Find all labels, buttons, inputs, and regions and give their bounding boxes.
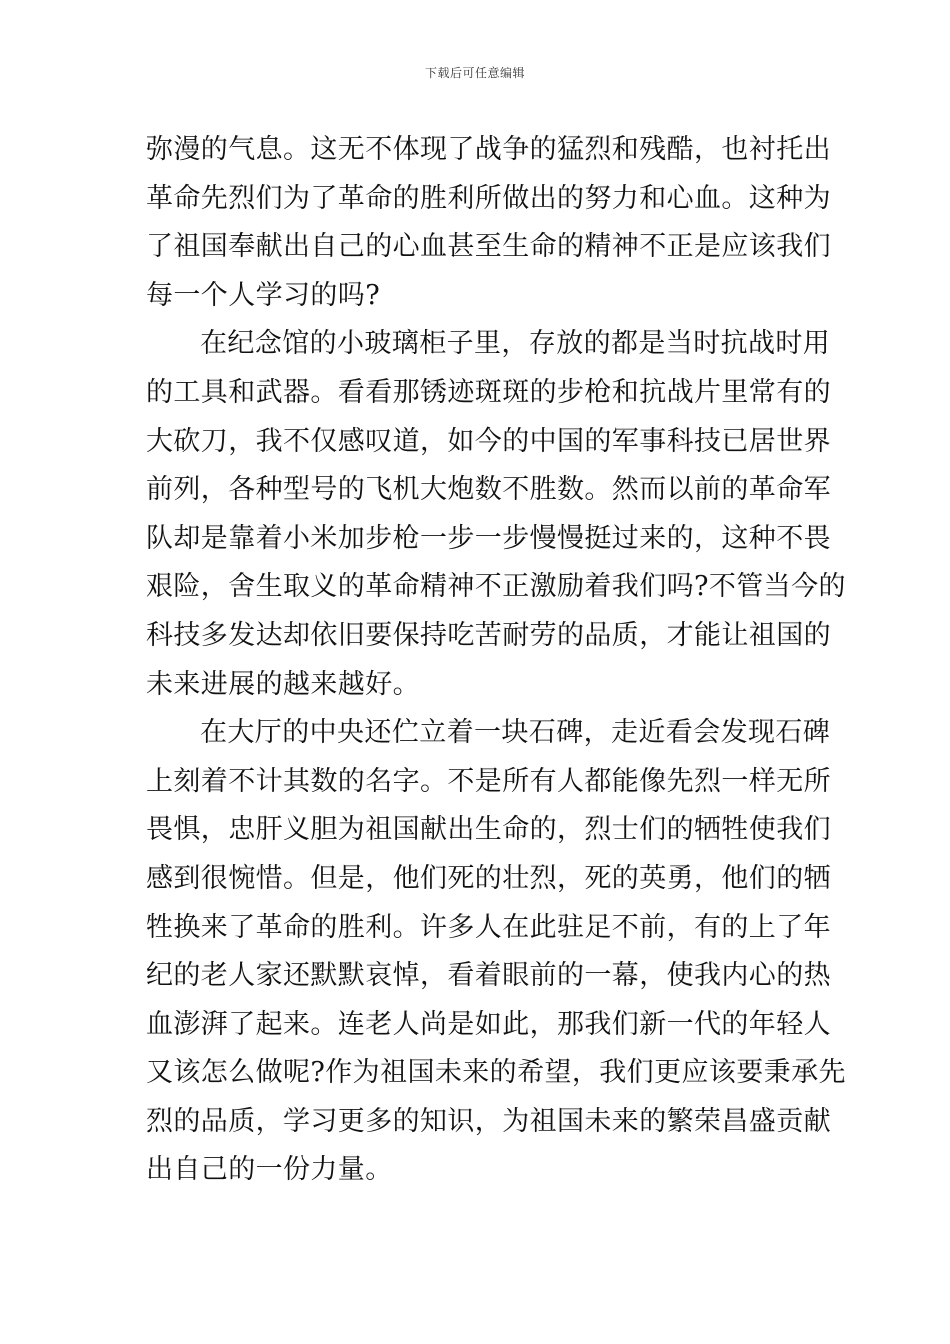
text-line: 队却是靠着小米加步枪一步一步慢慢挺过来的，这种不畏 — [146, 522, 831, 554]
text-line: 纪的老人家还默默哀悼，看着眼前的一幕，使我内心的热 — [146, 960, 831, 992]
text-line: 了祖国奉献出自己的心血甚至生命的精神不正是应该我们 — [146, 231, 831, 263]
text-line: 科技多发达却依旧要保持吃苦耐劳的品质，才能让祖国的 — [146, 619, 831, 651]
text-line: 弥漫的气息。这无不体现了战争的猛烈和残酷，也衬托出 — [146, 134, 831, 165]
text-line: 上刻着不计其数的名字。不是所有人都能像先烈一样无所 — [146, 765, 831, 797]
document-body — [146, 126, 846, 1195]
text-line: 未来进展的越来越好。 — [146, 668, 420, 700]
text-line: 又该怎么做呢?作为祖国未来的希望，我们更应该要秉承先 — [146, 1057, 846, 1089]
text-line: 在纪念馆的小玻璃柜子里，存放的都是当时抗战时用 — [200, 328, 831, 360]
text-line: 血澎湃了起来。连老人尚是如此，那我们新一代的年轻人 — [146, 1008, 831, 1040]
paragraph-3 — [146, 709, 846, 1195]
text-line: 革命先烈们为了革命的胜利所做出的努力和心血。这种为 — [146, 182, 831, 214]
page-header: 下载后可任意编辑 — [424, 66, 525, 80]
text-line: 大砍刀，我不仅感叹道，如今的中国的军事科技已居世界 — [146, 425, 831, 457]
text-line: 每一个人学习的吗? — [146, 279, 381, 311]
paragraph-2 — [146, 320, 846, 709]
text-line: 感到很惋惜。但是，他们死的壮烈，死的英勇，他们的牺 — [146, 862, 831, 894]
text-line: 牲换来了革命的胜利。许多人在此驻足不前，有的上了年 — [146, 911, 831, 943]
text-line: 的工具和武器。看看那锈迹斑斑的步枪和抗战片里常有的 — [146, 376, 831, 408]
text-line: 出自己的一份力量。 — [146, 1154, 393, 1186]
text-line: 前列，各种型号的飞机大炮数不胜数。然而以前的革命军 — [146, 474, 831, 506]
text-line: 艰险，舍生取义的革命精神不正激励着我们吗?不管当今的 — [146, 571, 846, 603]
paragraph-1 — [146, 126, 831, 320]
text-line: 在大厅的中央还伫立着一块石碑，走近看会发现石碑 — [200, 717, 831, 749]
text-line: 烈的品质，学习更多的知识，为祖国未来的繁荣昌盛贡献 — [146, 1105, 831, 1137]
text-line: 畏惧，忠肝义胆为祖国献出生命的，烈士们的牺牲使我们 — [146, 814, 831, 846]
